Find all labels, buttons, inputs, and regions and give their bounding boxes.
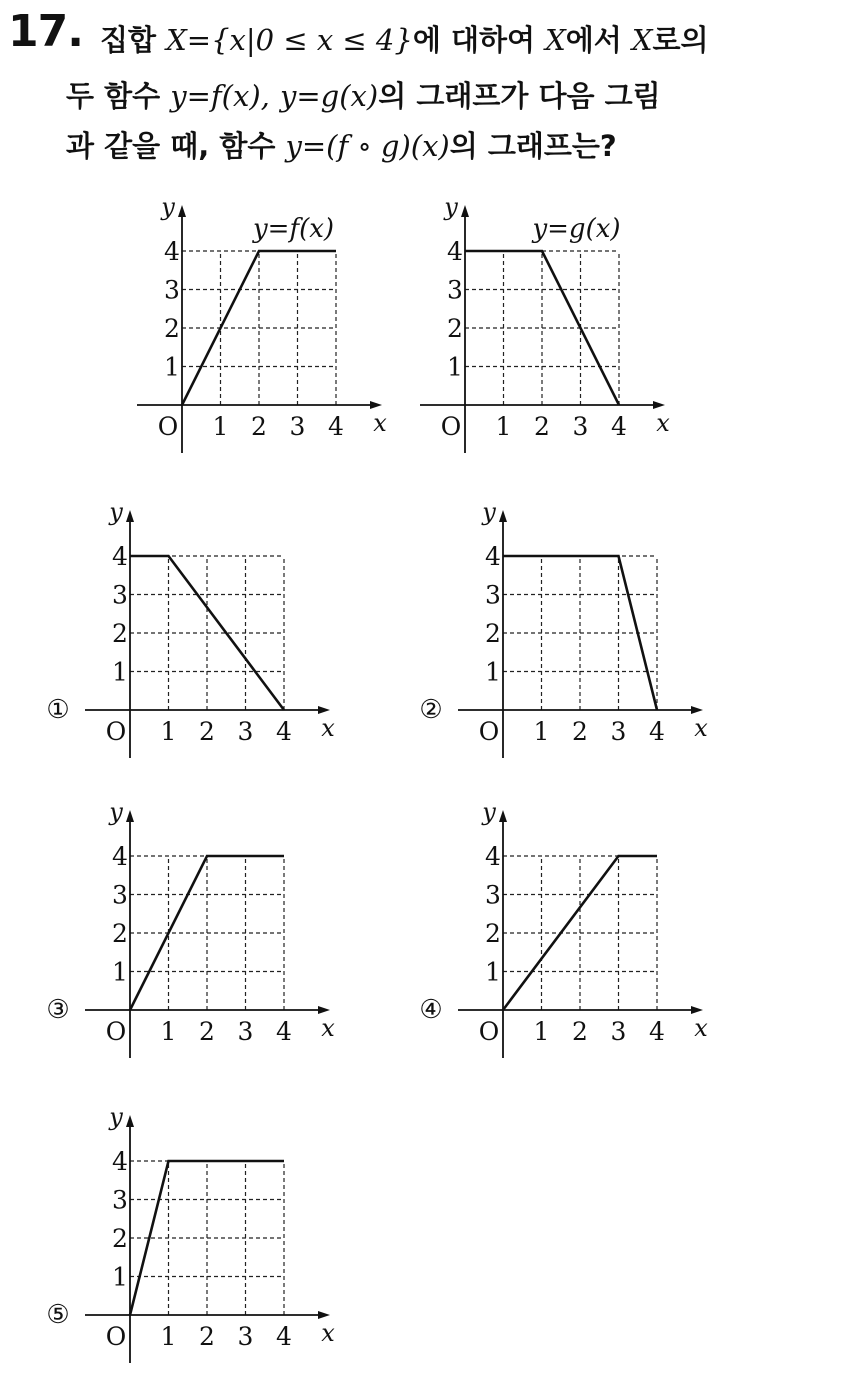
x-tick-label: 2 [199,717,215,746]
x-axis-label: x [373,409,387,437]
y-tick-label: 4 [164,237,180,266]
x-tick-label: 2 [199,1017,215,1046]
origin-label: O [105,717,127,746]
y-tick-label: 4 [112,1147,128,1176]
y-tick-label: 4 [447,237,463,266]
graph-choice-3 [40,785,350,1065]
y-tick-label: 3 [112,880,128,910]
y-axis-arrow [499,810,507,822]
y-axis-label: y [444,193,458,221]
y-tick-label: 4 [485,542,501,571]
x-tick-label: 4 [276,717,292,746]
origin-label: O [105,1322,127,1351]
choice-number: ④ [419,995,443,1025]
x-tick-label: 1 [160,717,177,746]
graph-choice-4 [413,785,723,1065]
question-text-span: 의 그래프가 다음 그림 [378,79,661,113]
x-tick-label: 4 [276,1322,292,1351]
y-tick-label: 1 [112,957,128,987]
x-tick-label: 1 [212,412,229,441]
choice-number: ③ [46,995,70,1025]
y-tick-label: 2 [485,919,501,948]
question-text-span: 과 같을 때, 함수 [66,129,286,163]
x-axis-arrow [653,401,665,409]
y-axis-arrow [178,205,186,217]
x-axis-arrow [370,401,382,409]
y-axis-arrow [499,510,507,522]
graph-choice-1 [40,485,350,765]
question-number: 17. [8,6,83,57]
y-tick-label: 1 [112,1262,128,1292]
graph-title: y=g(x) [532,214,621,244]
choice-number: ② [419,695,443,725]
x-tick-label: 3 [572,412,589,441]
x-tick-label: 4 [649,717,665,746]
x-axis-label: x [656,409,670,437]
x-tick-label: 3 [289,412,306,441]
y-tick-label: 2 [485,619,501,648]
y-tick-label: 1 [447,352,463,382]
y-axis-arrow [126,510,134,522]
x-axis-arrow [318,1006,330,1014]
y-tick-label: 4 [112,542,128,571]
graph-choice-5 [40,1090,350,1370]
x-tick-label: 4 [649,1017,665,1046]
y-axis-label: y [482,798,496,826]
y-tick-label: 4 [485,842,501,871]
y-axis-label: y [109,1103,123,1131]
y-axis-label: y [109,798,123,826]
graph-choice-2 [413,485,723,765]
x-tick-label: 4 [611,412,627,441]
question-line-2 [66,74,661,115]
y-tick-label: 3 [164,275,180,305]
x-axis-label: x [321,714,335,742]
y-tick-label: 2 [447,314,463,343]
math-expression: X={x|0 ≤ x ≤ 4} [166,23,413,57]
question-text-span: 집합 [100,23,167,57]
y-axis-arrow [461,205,469,217]
question-text-span: 의 그래프는? [449,129,617,163]
y-tick-label: 3 [112,1185,128,1215]
y-tick-label: 1 [485,957,501,987]
origin-label: O [105,1017,127,1046]
x-tick-label: 1 [533,1017,550,1046]
y-tick-label: 1 [112,657,128,687]
y-axis-label: y [482,498,496,526]
question-text-span [270,79,280,113]
x-axis-arrow [691,706,703,714]
x-tick-label: 2 [534,412,550,441]
y-axis-label: y [161,193,175,221]
math-expression: X [545,23,566,57]
question-text-span: 로의 [652,23,709,57]
x-tick-label: 1 [160,1017,177,1046]
question-text-span: 두 함수 [66,79,171,113]
y-tick-label: 3 [485,880,501,910]
x-axis-arrow [318,1311,330,1319]
math-expression: y=f(x), [170,79,270,113]
x-tick-label: 1 [495,412,512,441]
x-tick-label: 2 [572,717,588,746]
origin-label: O [157,412,179,441]
y-tick-label: 2 [112,919,128,948]
x-tick-label: 4 [276,1017,292,1046]
math-expression: y=g(x) [279,79,379,113]
x-tick-label: 2 [251,412,267,441]
choice-number: ① [46,695,70,725]
y-axis-arrow [126,810,134,822]
origin-label: O [478,1017,500,1046]
graph-g [418,180,678,460]
y-tick-label: 1 [485,657,501,687]
math-expression: y=(f ∘ g)(x) [285,129,450,163]
x-tick-label: 3 [610,1017,627,1046]
origin-label: O [440,412,462,441]
choice-number: ⑤ [46,1300,70,1330]
question-line-3 [66,124,617,165]
graph-f [135,180,395,460]
x-tick-label: 4 [328,412,344,441]
y-tick-label: 3 [112,580,128,610]
x-tick-label: 3 [610,717,627,746]
x-axis-label: x [321,1014,335,1042]
y-axis-label: y [109,498,123,526]
y-tick-label: 3 [447,275,463,305]
x-tick-label: 2 [572,1017,588,1046]
x-tick-label: 2 [199,1322,215,1351]
x-axis-label: x [694,1014,708,1042]
y-tick-label: 2 [112,1224,128,1253]
y-axis-arrow [126,1115,134,1127]
y-tick-label: 2 [112,619,128,648]
x-tick-label: 3 [237,1017,254,1046]
question-text-span: 에 대하여 [412,23,546,57]
x-axis-label: x [694,714,708,742]
y-tick-label: 3 [485,580,501,610]
math-expression: X [631,23,653,57]
x-tick-label: 1 [533,717,550,746]
x-tick-label: 3 [237,717,254,746]
question-text-span: 에서 [565,23,632,57]
x-tick-label: 1 [160,1322,177,1351]
graph-title: y=f(x) [252,214,335,244]
x-axis-arrow [691,1006,703,1014]
question-line-1 [100,18,709,59]
x-tick-label: 3 [237,1322,254,1351]
y-tick-label: 2 [164,314,180,343]
y-tick-label: 1 [164,352,180,382]
y-tick-label: 4 [112,842,128,871]
origin-label: O [478,717,500,746]
x-axis-label: x [321,1319,335,1347]
x-axis-arrow [318,706,330,714]
